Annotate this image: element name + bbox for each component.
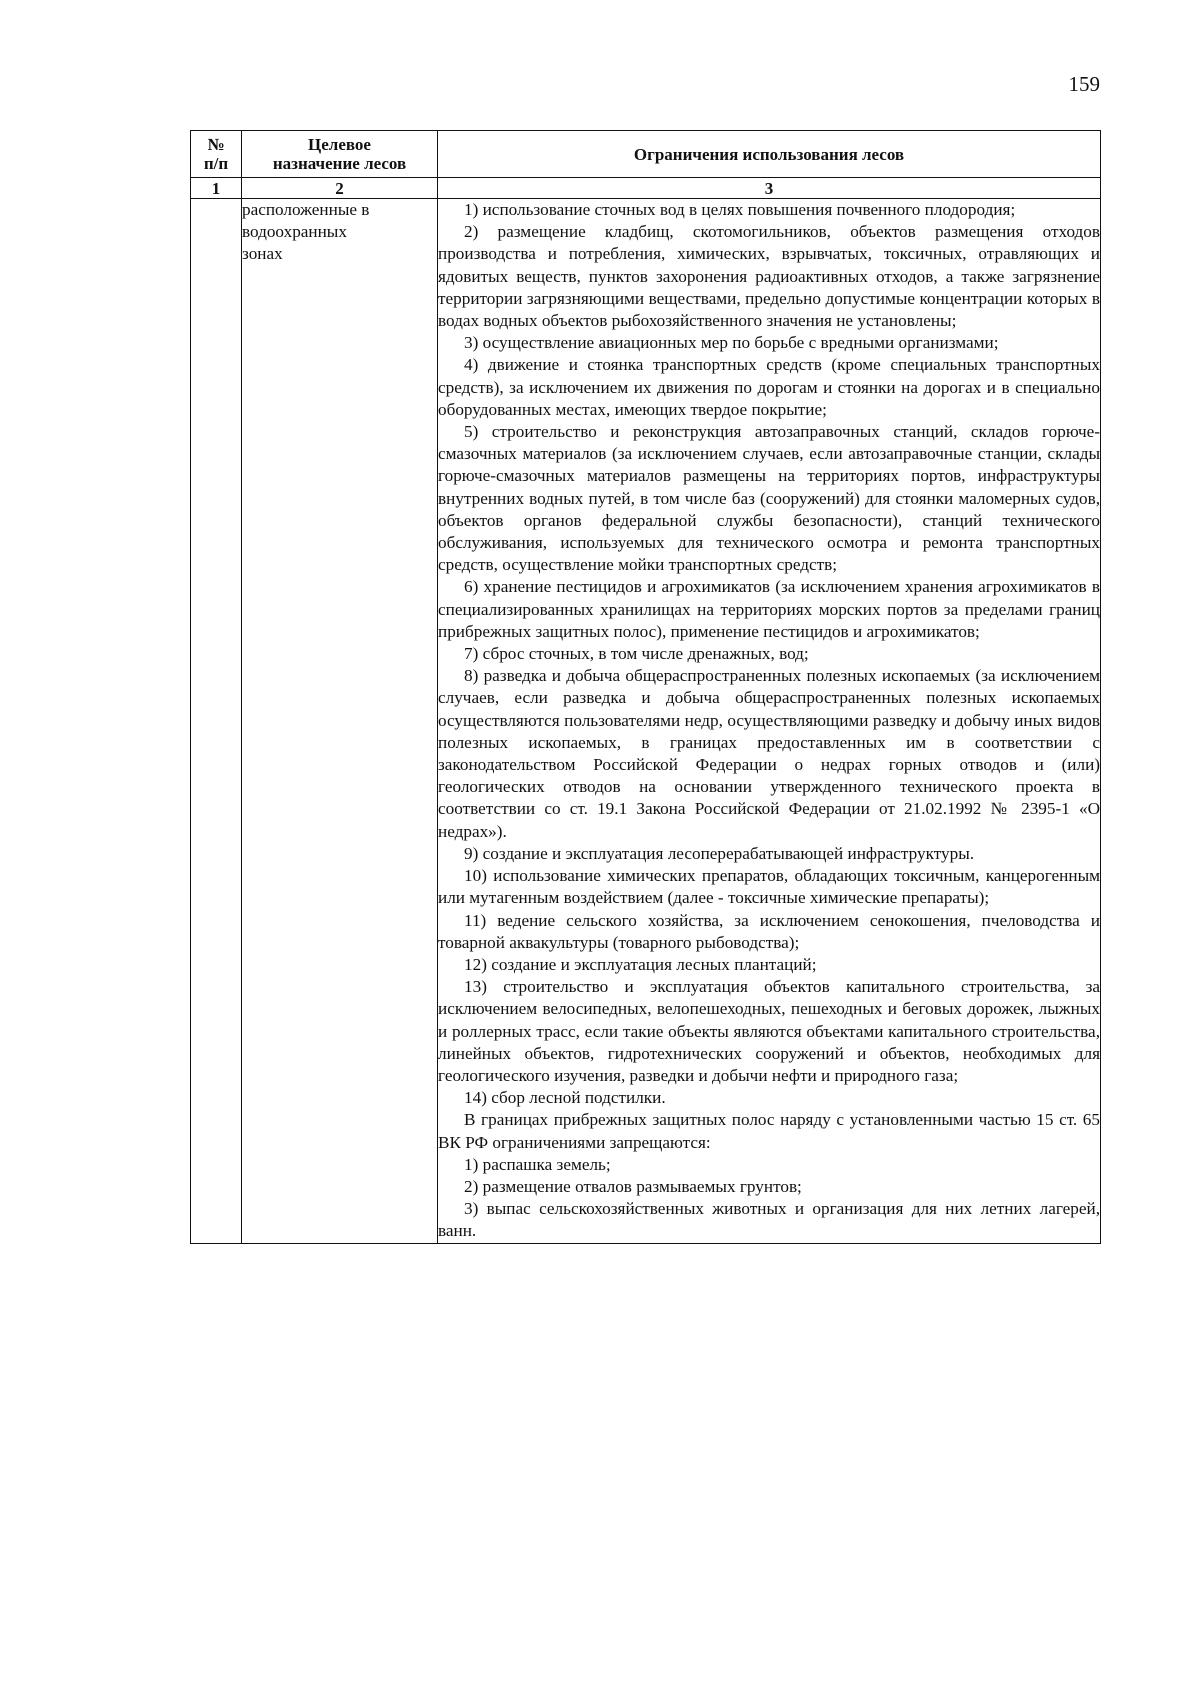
restriction-paragraph: 4) движение и стоянка транспортных средств (кроме специальных транспортных средств), за исключением их движения по дорогам и стоянки на дорогах и в специально оборудованных местах, имеющих твердое покрытие; [438,355,1100,419]
table-row [191,199,1101,1244]
table-header-row [191,131,1101,178]
restriction-paragraph: 1) использование сточных вод в целях повышения почвенного плодородия; [464,200,1016,219]
restriction-paragraph: 3) осуществление авиационных мер по борьбе с вредными организмами; [464,333,999,353]
page-number: 159 [1068,72,1100,96]
restriction-paragraph: 13) строительство и эксплуатация объектов капитального строительства, за исключением велосипедных, велопешеходных, пешеходных и беговых дорожек, лыжных и роллерных трасс, если такие объекты являются объектами капитального строительства, линейных объектов, гидротехнических сооружений и объектов, необходимых для геологического изучения, разведки и добычи нефти и природного газа; [438,977,1100,1085]
purpose-line: расположенные в [242,200,370,219]
restriction-paragraph: В границах прибрежных защитных полос наряду с установленными частью 15 ст. 65 ВК РФ ограничениями запрещаются: [438,1110,1100,1152]
restrictions-cell [438,199,1101,1244]
restriction-paragraph: 7) сброс сточных, в том числе дренажных, вод; [464,644,809,664]
restriction-paragraph: 2) размещение кладбищ, скотомогильников, объектов размещения отходов производства и потребления, химических, взрывчатых, токсичных, отравляющих и ядовитых веществ, пунктов захоронения радиоактивных отходов, а также загрязнение территории загрязняющими веществами, предельно допустимые концентрации которых в водах водных объектов рыбохозяйственного значения не установлены; [438,222,1100,331]
column-number-1: 1 [191,178,242,199]
restriction-paragraph: 1) распашка земель; [464,1154,611,1174]
column-number-row [191,178,1101,199]
purpose-line: водоохранных [242,222,347,242]
restriction-paragraph: 3) выпас сельскохозяйственных животных и организация для них летних лагерей, ванн. [438,1199,1100,1241]
restriction-paragraph: 8) разведка и добыча общераспространенных полезных ископаемых (за исключением случаев, если разведка и добыча общераспространенных полезных ископаемых осуществляются пользователями недр, осуществляющими разведку и добычу иных видов полезных ископаемых, в границах предоставленных им в соответствии с законодательством Российской Федерации о недрах горных отводов и (или) геологических отводов на основании утвержденного технического проекта в соответствии со ст. 19.1 Закона Российской Федерации от 21.02.1992 № 2395-1 «О недрах»). [438,666,1100,841]
column-number-3: 3 [438,178,1101,199]
restriction-paragraph: 10) использование химических препаратов, обладающих токсичным, канцерогенным или мутагенным воздействием (далее - токсичные химические препараты); [438,866,1100,908]
purpose-line: зонах [242,244,283,264]
row-number-cell [191,199,242,1244]
restriction-paragraph: 2) размещение отвалов размываемых грунтов; [464,1176,802,1196]
header-number: № п/п [191,131,242,178]
restrictions-table [190,130,1101,1244]
restriction-paragraph: 6) хранение пестицидов и агрохимикатов (за исключением хранения агрохимикатов в специализированных хранилищах на территориях морских портов за пределами границ прибрежных защитных полос), применение пестицидов и агрохимикатов; [438,577,1100,641]
restriction-paragraph: 9) создание и эксплуатация лесоперерабатывающей инфраструктуры. [464,843,975,863]
column-number-2: 2 [242,178,438,199]
restriction-paragraph: 12) создание и эксплуатация лесных плантаций; [464,954,817,974]
header-purpose: Целевое назначение лесов [242,131,438,178]
header-restrictions: Ограничения использования лесов [438,131,1101,178]
restriction-paragraph: 14) сбор лесной подстилки. [464,1088,666,1108]
restriction-paragraph: 11) ведение сельского хозяйства, за исключением сенокошения, пчеловодства и товарной аквакультуры (товарного рыбоводства); [438,910,1100,952]
restriction-paragraph: 5) строительство и реконструкция автозаправочных станций, складов горюче-смазочных материалов (за исключением случаев, если автозаправочные станции, склады горюче-смазочных материалов размещены на территориях портов, инфраструктуры внутренних водных путей, в том числе баз (сооружений) для стоянки маломерных судов, объектов органов федеральной службы безопасности), станций технического обслуживания, используемых для технического осмотра и ремонта транспортных средств, осуществление мойки транспортных средств; [438,422,1100,575]
purpose-cell [242,199,438,1244]
